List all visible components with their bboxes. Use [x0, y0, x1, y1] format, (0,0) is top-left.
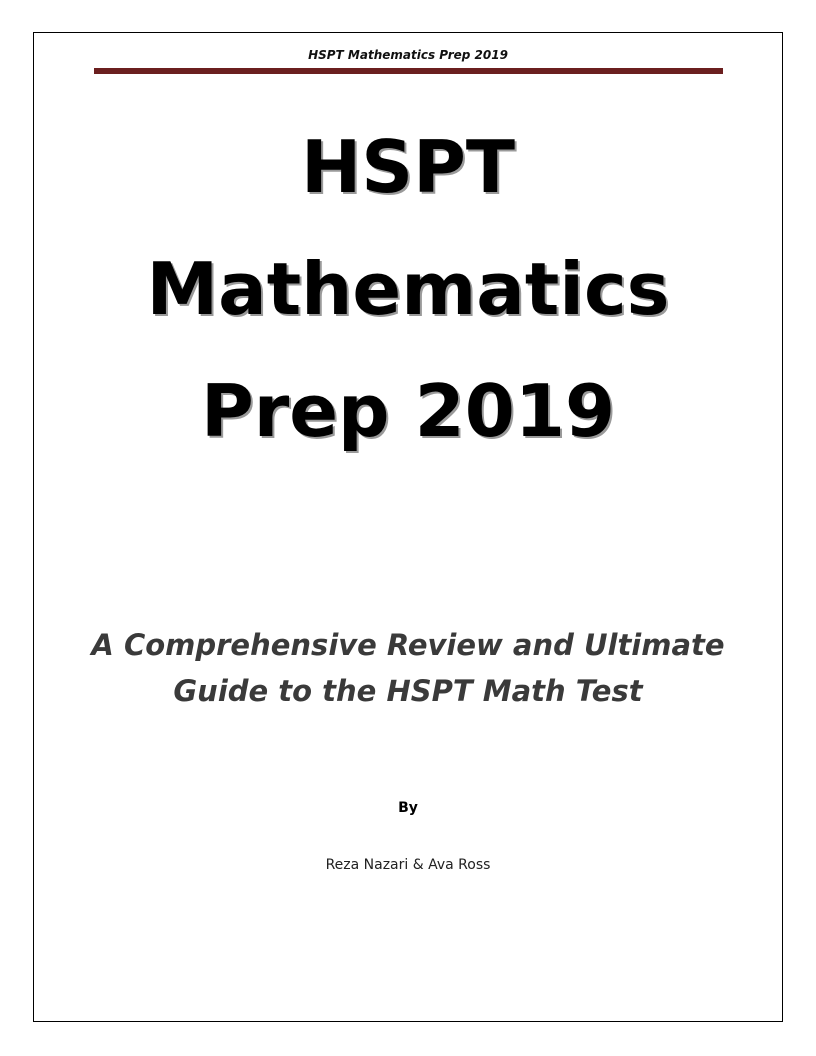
header-rule [94, 68, 723, 74]
book-title [0, 106, 816, 472]
book-subtitle-line-1: A Comprehensive Review and Ultimate [91, 628, 725, 662]
book-title-line-1: HSPT [301, 125, 515, 209]
book-title-line-2: Mathematics [146, 247, 670, 331]
running-header: HSPT Mathematics Prep 2019 [308, 48, 508, 62]
book-subtitle-line-2: Guide to the HSPT Math Test [173, 674, 643, 708]
book-title-line-3: Prep 2019 [200, 369, 616, 453]
authors: Reza Nazari & Ava Ross [325, 857, 491, 873]
book-subtitle [60, 622, 756, 714]
by-label: By [398, 800, 418, 816]
